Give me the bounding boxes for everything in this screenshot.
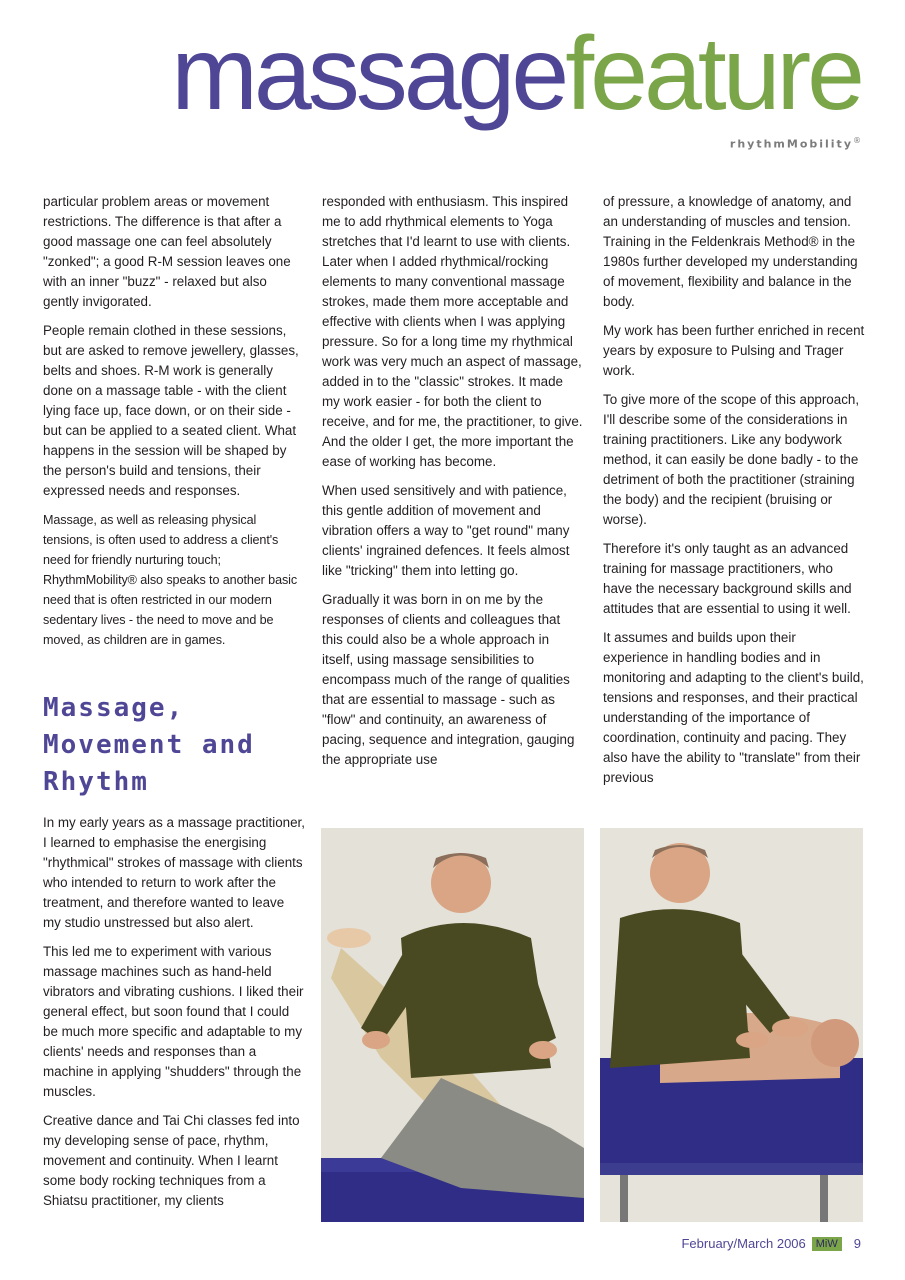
paragraph: particular problem areas or movement restrictions. The difference is that after a good massage one can feel absolutely "zonked"; a good R-M session leaves one with an inner "buzz" - relaxed but also gently invigorated. <box>43 194 291 309</box>
magazine-logo-badge: MiW <box>812 1237 842 1251</box>
masthead-part1: massage <box>171 16 566 132</box>
masthead-part2: feature <box>565 16 861 132</box>
paragraph: It assumes and builds upon their experience in handling bodies and in monitoring and adapting to the client's build, tensions and responses, and their practical understanding of the importance of coordination, continuity and pacing. They also have the ability to "translate" from their previous <box>603 630 864 785</box>
photo-back-massage-illustration <box>600 828 863 1222</box>
photo-leg-stretch-illustration <box>321 828 584 1222</box>
issue-date: February/March 2006 <box>681 1236 806 1251</box>
registered-mark: ® <box>853 136 861 145</box>
photo-back-massage <box>600 828 863 1222</box>
paragraph: Massage, as well as releasing physical tensions, is often used to address a client's need for friendly nurturing touch; RhythmMobility® also speaks to another basic need that is often restricted in our modern sedentary lives - the need to move and be moved, as children are in games. <box>43 513 298 647</box>
masthead-title <box>171 16 861 132</box>
page-number: 9 <box>853 1236 861 1251</box>
brand-name: rhythmMobility <box>729 137 853 151</box>
paragraph: In my early years as a massage practitioner, I learned to emphasise the energising "rhythmical" strokes of massage with clients who intended to return to work after the treatment, and therefore wanted to leave my studio unstressed but also alert. <box>43 815 305 930</box>
paragraph: My work has been further enriched in recent years by exposure to Pulsing and Trager work. <box>603 323 865 378</box>
paragraph: When used sensitively and with patience, this gentle addition of movement and vibration offers a way to "get round" many clients' ingrained defences. It feels almost like "tricking" them into letting go. <box>322 483 570 578</box>
paragraph: of pressure, a knowledge of anatomy, and an understanding of muscles and tension. Training in the Feldenkrais Method® in the 1980s further developed my understanding of movement, flexibility and balance in the body. <box>603 194 858 309</box>
paragraph: People remain clothed in these sessions, but are asked to remove jewellery, glasses, belts and shoes. R-M work is generally done on a massage table - with the client lying face up, face down, or on their side - but can be applied to a seated client. What happens in the session will be shaped by the person's build and tensions, their expressed needs and responses. <box>43 323 299 498</box>
column-1 <box>43 192 305 1220</box>
paragraph: Gradually it was born in on me by the responses of clients and colleagues that this could also be a whole approach in itself, using massage sensibilities to encompass much of the range of qualities that are essential to massage - such as "flow" and continuity, an awareness of pacing, sequence and integration, gauging the appropriate use <box>322 592 575 767</box>
paragraph: This led me to experiment with various massage machines such as hand-held vibrators and vibrating cushions. I liked their general effect, but soon found that I could be much more specific and adaptable to my clients' needs and responses than a machine in applying "shudders" through the muscles. <box>43 944 304 1099</box>
section-heading: Massage, Movement and Rhythm <box>43 693 255 797</box>
page-footer <box>681 1236 861 1251</box>
paragraph: Therefore it's only taught as an advanced training for massage practitioners, who have the necessary background skills and attitudes that are essential to using it well. <box>603 541 852 616</box>
paragraph: To give more of the scope of this approach, I'll describe some of the considerations in training practitioners. Like any bodywork method, it can easily be done badly - to the detriment of both the practitioner (straining the body) and the recipient (bruising or worse). <box>603 392 860 527</box>
paragraph: Creative dance and Tai Chi classes fed into my developing sense of pace, rhythm, movement and continuity. When I learnt some body rocking techniques from a Shiatsu practitioner, my clients <box>43 1113 300 1208</box>
photo-leg-stretch <box>321 828 584 1222</box>
paragraph: responded with enthusiasm. This inspired me to add rhythmical elements to Yoga stretches that I'd learnt to use with clients. Later when I added rhythmical/rocking elements to many conventional massage strokes, made them more acceptable and effective with clients when I was applying pressure. So for a long time my rhythmical work was very much an aspect of massage, added in to the "classic" strokes. It made my work easier - for both the client to receive, and for me, the practitioner, to give. And the older I get, the more important the ease of working has become. <box>322 194 583 469</box>
brand-logo <box>730 136 861 151</box>
column-3 <box>603 192 865 797</box>
column-2 <box>322 192 584 779</box>
